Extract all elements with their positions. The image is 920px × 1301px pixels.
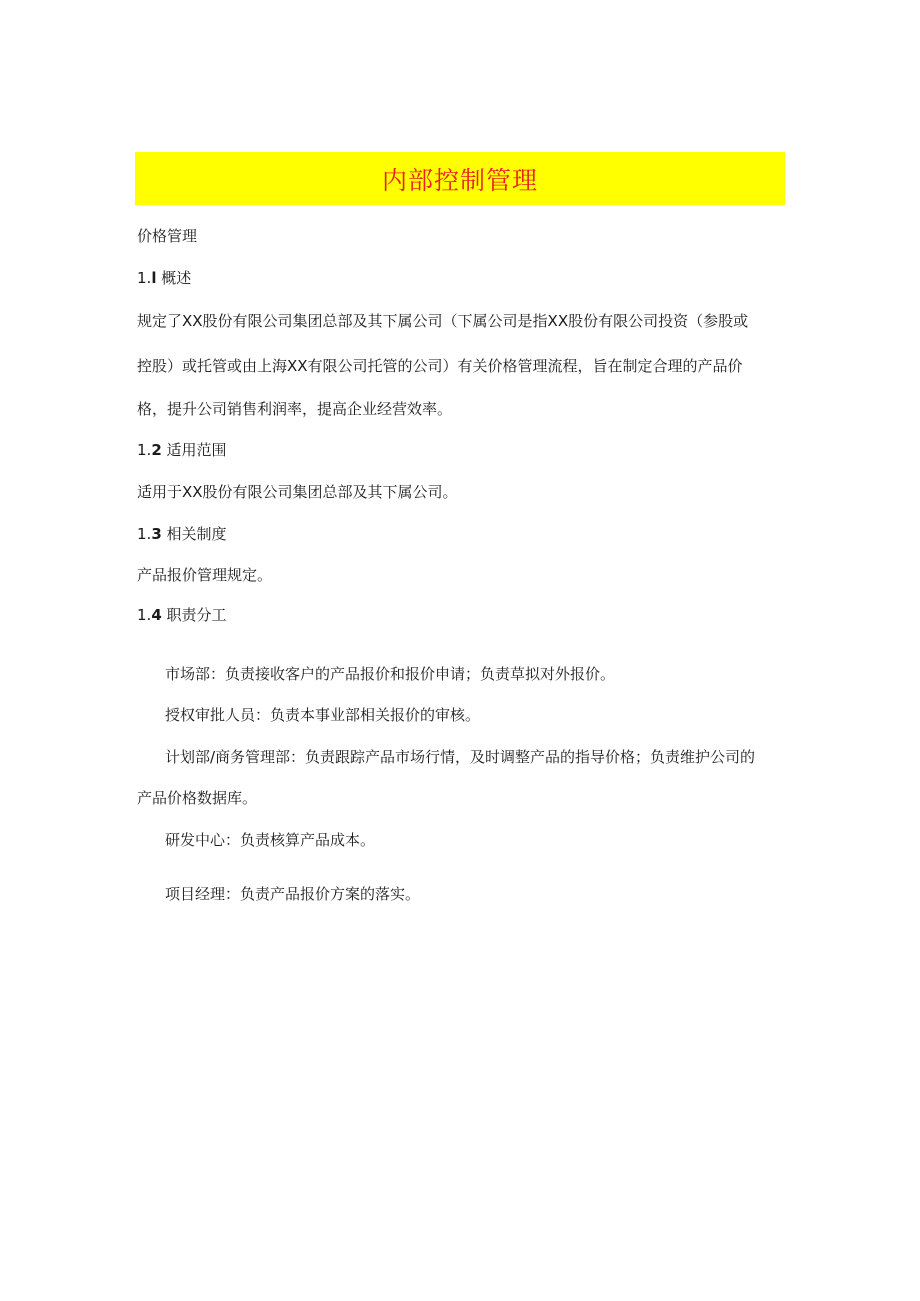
section-heading-price-management: 价格管理	[137, 227, 198, 245]
overview-paragraph-line-2: 控股）或托管或由上海XX有限公司托管的公司）有关价格管理流程，旨在制定合理的产品价	[137, 357, 743, 375]
section-title: 相关制度	[166, 525, 227, 543]
duty-marketing: 市场部：负责接收客户的产品报价和报价申请；负责草拟对外报价。	[165, 665, 616, 683]
section-title: 职责分工	[166, 606, 227, 624]
duty-approver: 授权审批人员：负责本事业部相关报价的审核。	[165, 706, 481, 724]
section-1-1-heading	[137, 268, 191, 288]
scope-paragraph: 适用于XX股份有限公司集团总部及其下属公司。	[137, 483, 458, 501]
duty-planning-line-1: 计划部/商务管理部：负责跟踪产品市场行情，及时调整产品的指导价格；负责维护公司的	[165, 748, 756, 766]
section-number: 2	[151, 441, 162, 459]
section-number-prefix: 1.	[137, 606, 152, 624]
duty-planning-line-2: 产品价格数据库。	[137, 789, 258, 807]
duty-project-manager: 项目经理：负责产品报价方案的落实。	[165, 885, 421, 903]
section-number: 3	[151, 525, 162, 543]
overview-paragraph-line-3: 格，提升公司销售利润率，提高企业经营效率。	[137, 400, 453, 418]
overview-paragraph-line-1: 规定了XX股份有限公司集团总部及其下属公司（下属公司是指XX股份有限公司投资（参股或	[137, 312, 749, 330]
section-1-3-heading	[137, 524, 227, 544]
section-number-prefix: 1.	[137, 269, 152, 287]
document-title-banner	[135, 152, 785, 205]
section-title: 适用范围	[166, 441, 227, 459]
section-number-prefix: 1.	[137, 441, 152, 459]
document-title: 内部控制管理	[381, 165, 538, 195]
section-1-2-heading	[137, 440, 227, 460]
section-1-4-heading	[137, 605, 227, 625]
section-title: 概述	[161, 269, 192, 287]
section-number-prefix: 1.	[137, 525, 152, 543]
section-number: 4	[151, 606, 162, 624]
duty-rnd: 研发中心：负责核算产品成本。	[165, 831, 376, 849]
section-number: l	[151, 269, 157, 287]
related-policy-paragraph: 产品报价管理规定。	[137, 566, 273, 584]
